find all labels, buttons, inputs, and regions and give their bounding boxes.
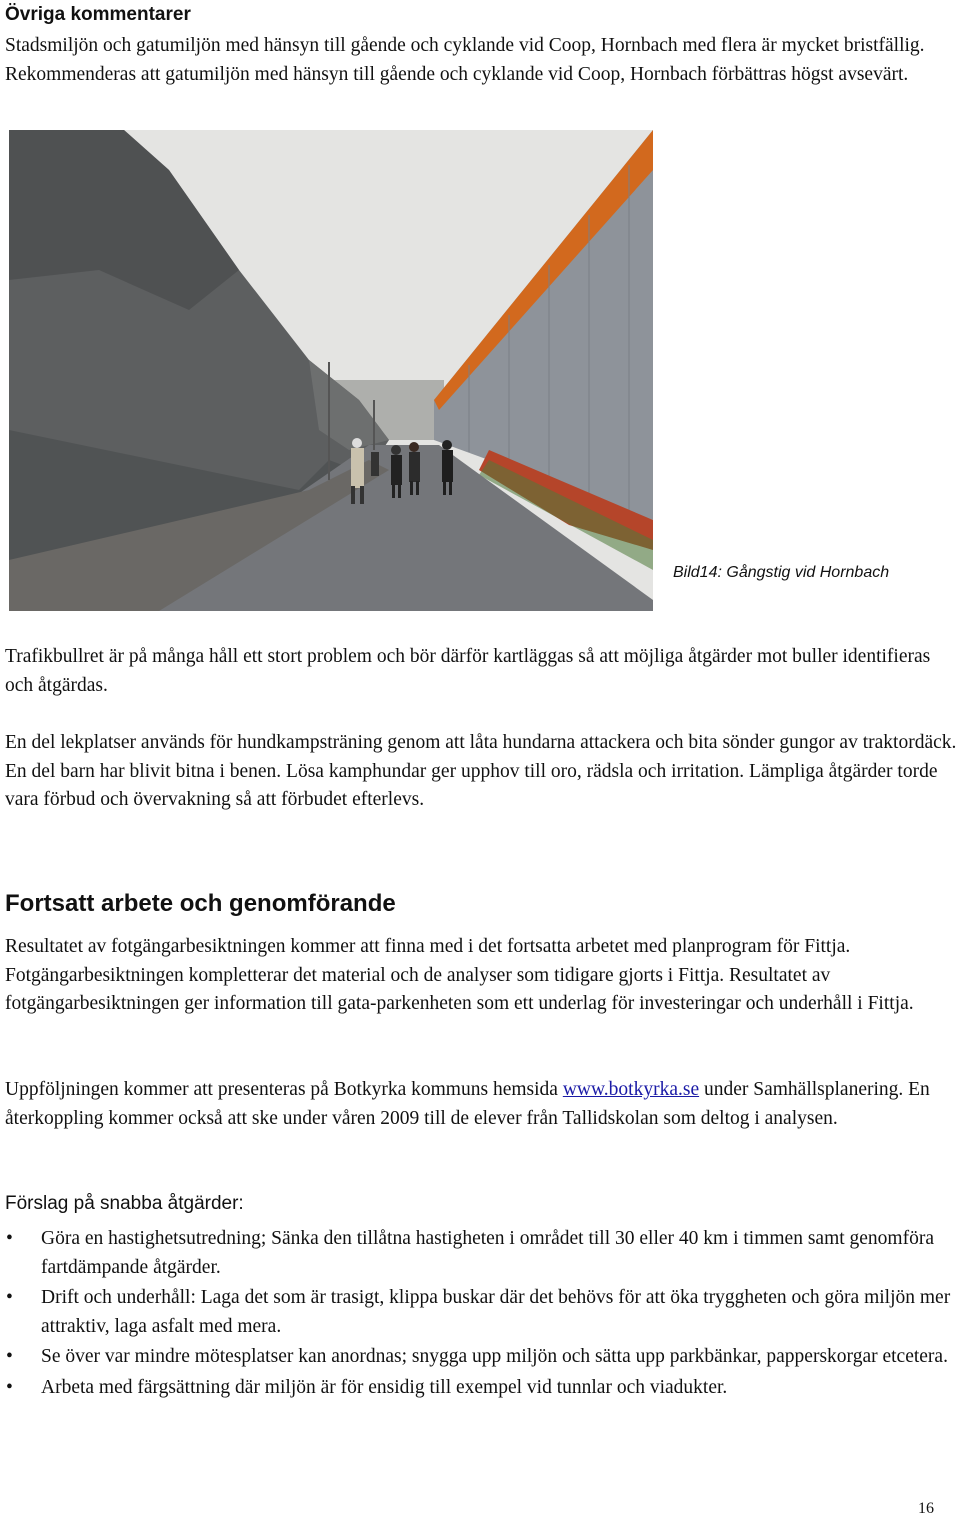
- list-item-text: Se över var mindre mötesplatser kan anordnas; snygga upp miljön och sätta upp parkbänkar, papperskorgar etcetera.: [41, 1346, 948, 1367]
- list-item: [0, 1343, 959, 1372]
- paragraph-trafikbuller: Trafikbullret är på många håll ett stort problem och bör därför kartläggas så att möjliga åtgärder mot buller identifieras och åtgärdas.: [5, 646, 931, 696]
- list-item: [0, 1284, 959, 1341]
- list-item-text: Göra en hastighetsutredning; Sänka den tillåtna hastigheten i området till 30 eller 40 km i timmen samt genomföra fartdämpande åtgärder.: [41, 1228, 934, 1278]
- paragraph-lekplatser: En del lekplatser används för hundkampsträning genom att låta hundarna attackera och bita sönder gungor av traktordäck. En del barn har blivit bitna i benen. Lösa kamphundar ger upphov till oro, rädsla och irritation. Lämpliga åtgärder torde vara förbud och övervakning så att förbudet efterlevs.: [5, 732, 957, 810]
- photo-caption: Bild14: Gångstig vid Hornbach: [673, 564, 890, 581]
- uppfoljning-text-after: under Samhällsplanering. En återkoppling kommer också att ske under våren 2009 till de elever från Tallidskolan som deltog i analysen.: [5, 1079, 930, 1129]
- paragraph-resultat: Resultatet av fotgängarbesiktningen kommer att finna med i det fortsatta arbetet med planprogram för Fittja. Fotgängarbesiktningen kompletterar det material och de analyser som tidigare gjorts i Fittja. Resultatet av fotgängarbesiktningen ger information till gata-parkenheten som ett underlag för investeringar och underhåll i Fittja.: [5, 936, 914, 1014]
- forslag-list: [0, 1225, 960, 1404]
- forslag-heading: Förslag på snabba åtgärder:: [5, 1193, 244, 1214]
- list-item-text: Arbeta med färgsättning där miljön är för ensidig till exempel vid tunnlar och viadukter.: [41, 1376, 728, 1398]
- section-heading-fortsatt-arbete: Fortsatt arbete och genomförande: [5, 890, 396, 917]
- botkyrka-link[interactable]: www.botkyrka.se: [562, 1079, 700, 1100]
- photo-illustration: [9, 130, 653, 611]
- page-number: 16: [918, 1500, 934, 1517]
- list-item: [0, 1374, 959, 1403]
- intro-paragraph: Stadsmiljön och gatumiljön med hänsyn till gående och cyklande vid Coop, Hornbach med flera är mycket bristfällig. Rekommenderas att gatumiljön med hänsyn till gående och cyklande vid Coop, Hornbach förbättras högst avsevärt.: [5, 35, 925, 85]
- list-item-text: Drift och underhåll: Laga det som är trasigt, klippa buskar där det behövs för att öka tryggheten och göra miljön mer attraktiv, laga asfalt med mera.: [41, 1287, 951, 1337]
- uppfoljning-text-before: Uppföljningen kommer att presenteras på Botkyrka kommuns hemsida: [5, 1079, 563, 1100]
- bullet-icon: •: [6, 1376, 13, 1398]
- photo-gangstig-hornbach: [9, 130, 653, 611]
- bullet-icon: •: [6, 1346, 13, 1367]
- list-item: [0, 1225, 959, 1282]
- paragraph-uppfoljning: [5, 1076, 957, 1133]
- section-heading-ovriga: Övriga kommentarer: [5, 4, 191, 25]
- bullet-icon: •: [6, 1287, 13, 1308]
- bullet-icon: •: [6, 1228, 13, 1249]
